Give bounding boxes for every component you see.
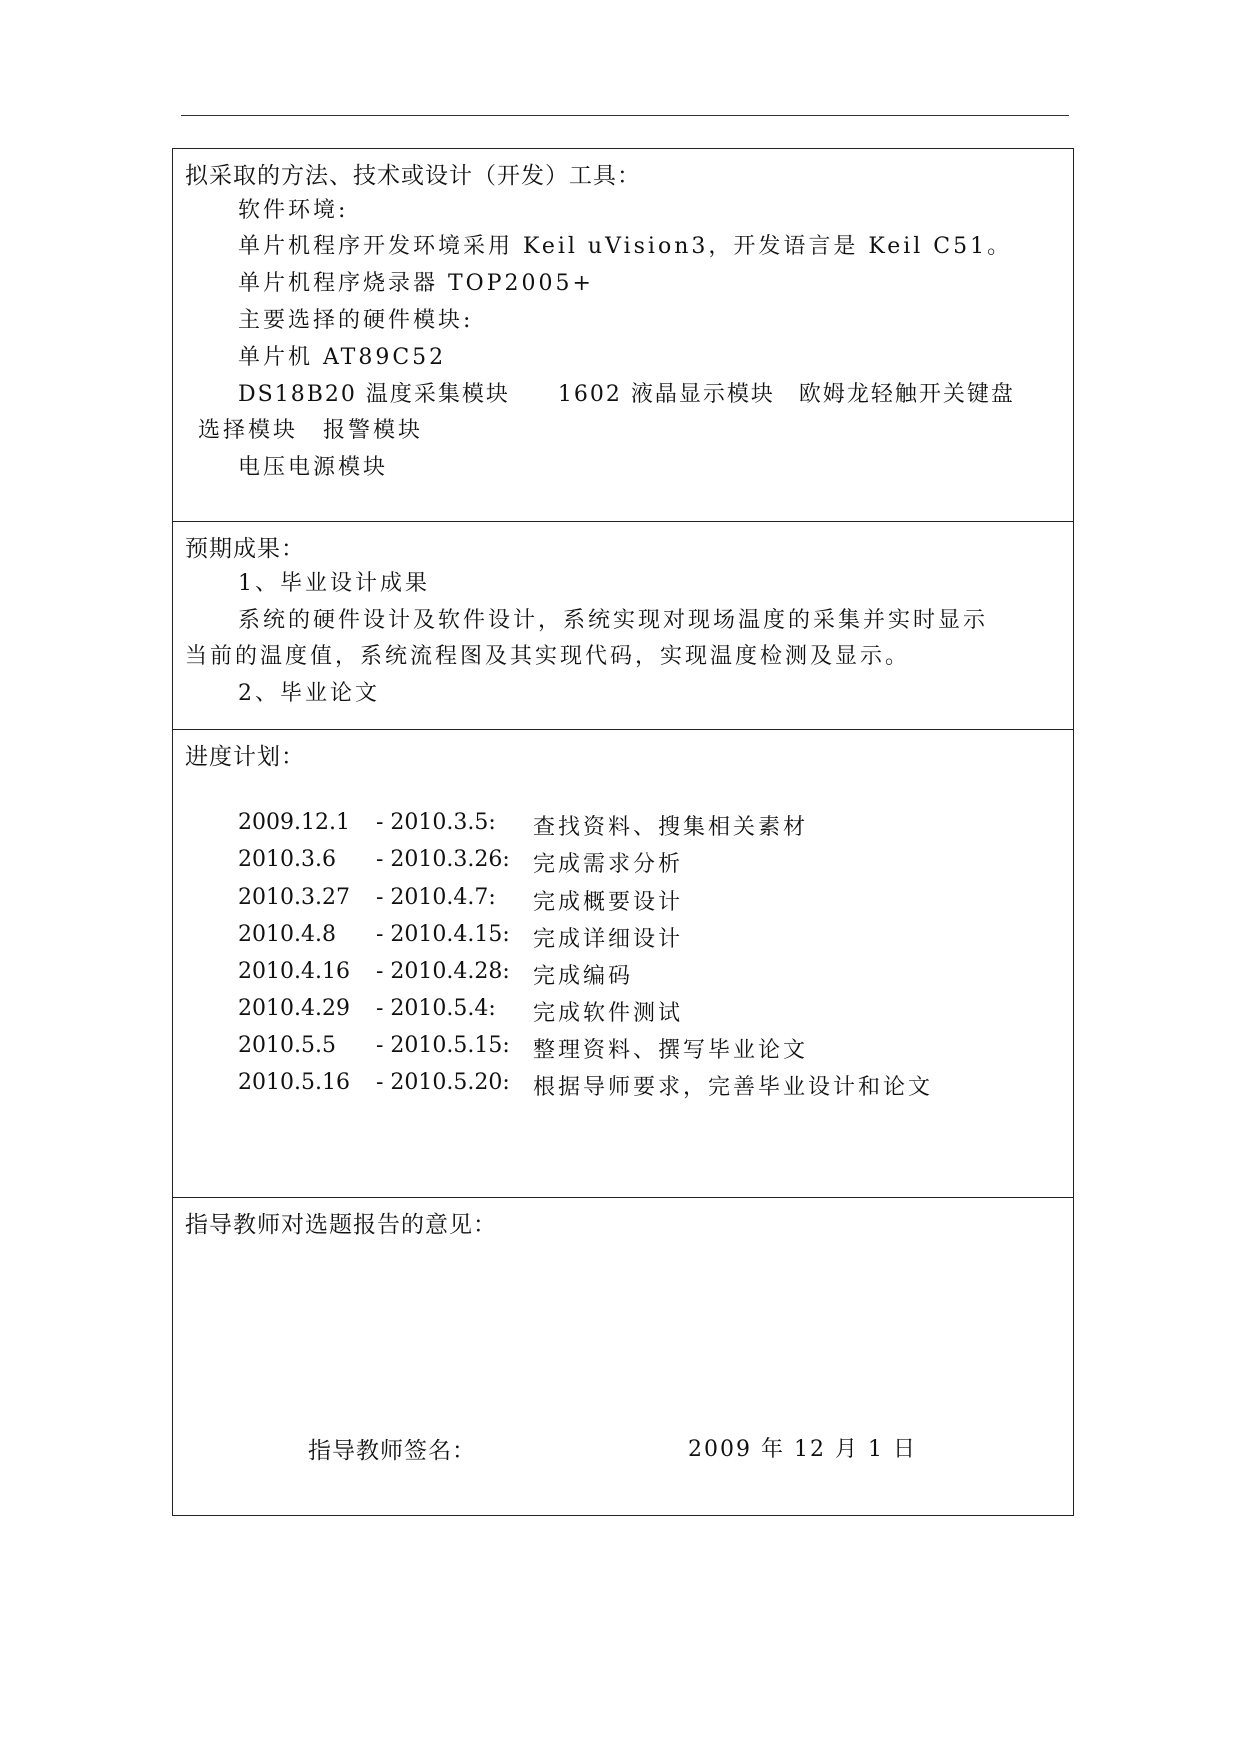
schedule-end: - 2010.5.15: bbox=[376, 1033, 510, 1058]
methods-line: 单片机 AT89C52 bbox=[238, 345, 447, 370]
methods-heading: 拟采取的方法、技术或设计（开发）工具： bbox=[185, 163, 641, 189]
header-rule bbox=[181, 115, 1069, 116]
signature-label: 指导教师签名： bbox=[308, 1438, 476, 1464]
schedule-end: - 2010.4.7: bbox=[376, 885, 496, 910]
opinion-section bbox=[173, 1198, 1073, 1515]
results-line: 当前的温度值，系统流程图及其实现代码，实现温度检测及显示。 bbox=[185, 644, 911, 669]
schedule-start: 2010.4.8 bbox=[238, 922, 336, 947]
schedule-end: - 2010.3.26: bbox=[376, 847, 510, 872]
results-heading: 预期成果： bbox=[185, 536, 305, 562]
schedule-end: - 2010.5.4: bbox=[376, 996, 496, 1021]
schedule-start: 2010.5.16 bbox=[238, 1070, 350, 1095]
schedule-task: 整理资料、撰写毕业论文 bbox=[533, 1038, 809, 1063]
schedule-task: 完成编码 bbox=[533, 964, 634, 989]
results-line: 1、毕业设计成果 bbox=[238, 571, 430, 596]
results-section bbox=[173, 522, 1073, 730]
schedule-section bbox=[173, 730, 1073, 1198]
schedule-heading: 进度计划： bbox=[185, 744, 305, 770]
schedule-task: 根据导师要求，完善毕业设计和论文 bbox=[533, 1075, 934, 1100]
schedule-start: 2010.5.5 bbox=[238, 1033, 336, 1058]
schedule-start: 2009.12.1 bbox=[238, 810, 350, 835]
results-line: 系统的硬件设计及软件设计，系统实现对现场温度的采集并实时显示 bbox=[238, 608, 989, 633]
schedule-task: 完成详细设计 bbox=[533, 927, 684, 952]
results-line: 2、毕业论文 bbox=[238, 681, 380, 706]
methods-line: 电压电源模块 bbox=[238, 455, 389, 480]
methods-section bbox=[173, 149, 1073, 522]
methods-line: 软件环境: bbox=[238, 198, 349, 223]
schedule-end: - 2010.4.15: bbox=[376, 922, 510, 947]
schedule-start: 2010.4.29 bbox=[238, 996, 350, 1021]
methods-line: DS18B20 温度采集模块 1602 液晶显示模块 欧姆龙轻触开关键盘 bbox=[238, 382, 1015, 407]
schedule-task: 完成需求分析 bbox=[533, 852, 684, 877]
schedule-end: - 2010.3.5: bbox=[376, 810, 496, 835]
opinion-heading: 指导教师对选题报告的意见： bbox=[185, 1212, 497, 1238]
methods-line: 选择模块 报警模块 bbox=[198, 418, 424, 443]
schedule-start: 2010.3.27 bbox=[238, 885, 350, 910]
schedule-task: 查找资料、搜集相关素材 bbox=[533, 815, 809, 840]
schedule-task: 完成软件测试 bbox=[533, 1001, 684, 1026]
signature-date: 2009 年 12 月 1 日 bbox=[688, 1437, 917, 1462]
methods-line: 主要选择的硬件模块: bbox=[238, 308, 474, 333]
schedule-end: - 2010.5.20: bbox=[376, 1070, 510, 1095]
schedule-end: - 2010.4.28: bbox=[376, 959, 510, 984]
methods-line: 单片机程序开发环境采用 Keil uVision3，开发语言是 Keil C51。 bbox=[238, 234, 1013, 259]
methods-line: 单片机程序烧录器 TOP2005+ bbox=[238, 271, 594, 296]
schedule-start: 2010.3.6 bbox=[238, 847, 336, 872]
schedule-task: 完成概要设计 bbox=[533, 890, 684, 915]
schedule-start: 2010.4.16 bbox=[238, 959, 350, 984]
proposal-form bbox=[172, 148, 1074, 1516]
